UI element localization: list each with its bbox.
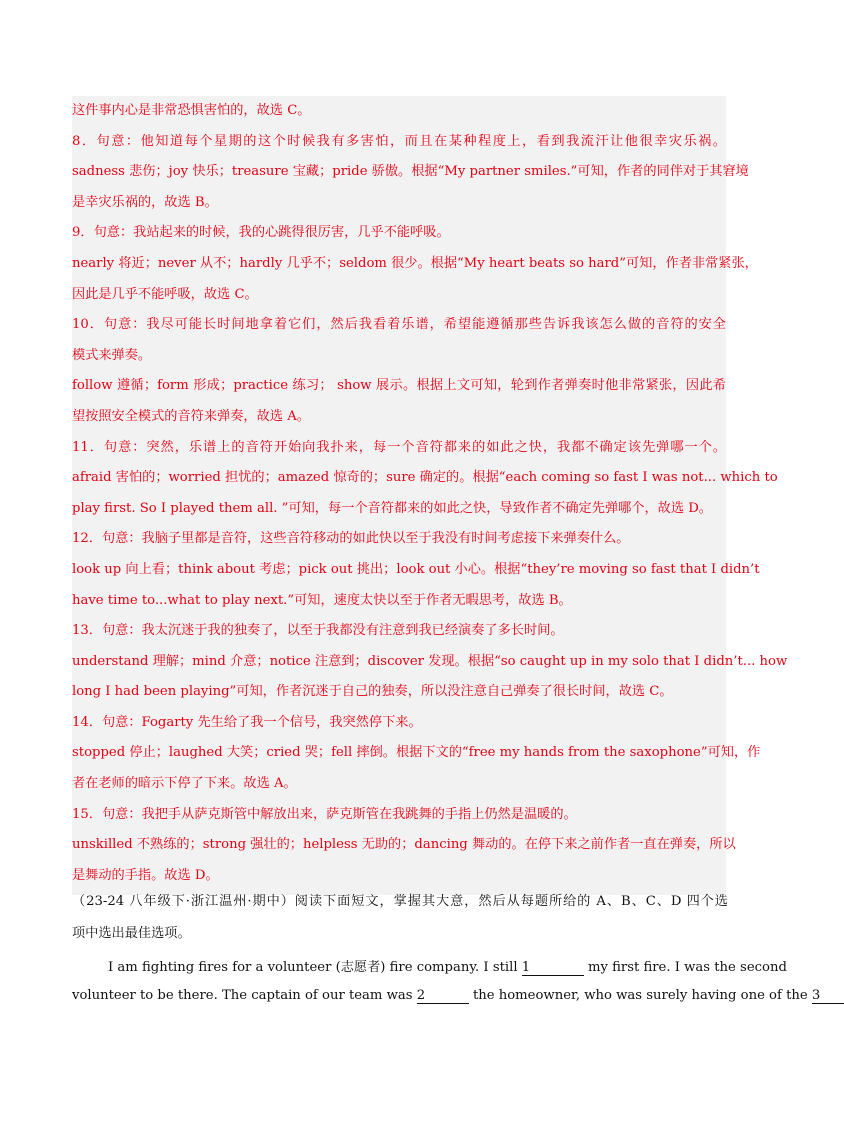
analysis-line: sadness 悲伤；joy 快乐；treasure 宝藏；pride 骄傲。根据“My partner smiles.”可知，作者的同伴对于其窘境: [72, 164, 749, 180]
analysis-line: 13．句意：我太沉迷于我的独奏了，以至于我都没有注意到我已经演奏了多长时间。: [72, 623, 564, 639]
analysis-line: 是舞动的手指。故选 D。: [72, 867, 219, 883]
blank-3: 3: [812, 989, 844, 1004]
analysis-line: 者在老师的暗示下停了下来。故选 A。: [72, 776, 297, 792]
passage-text: volunteer to be there. The captain of our team was: [72, 988, 413, 1003]
analysis-line: look up 向上看；think about 考虑；pick out 挑出；look out 小心。根据“they’re moving so fast that I didn’t: [72, 561, 760, 577]
analysis-line: 12．句意：我脑子里都是音符，这些音符移动的如此快以至于我没有时间考虑接下来弹奏什么。: [72, 531, 630, 547]
analysis-line: nearly 将近；never 从不；hardly 几乎不；seldom 很少。根据“My heart beats so hard”可知，作者非常紧张，: [72, 255, 758, 271]
passage-text: my first fire. I was the second: [587, 960, 787, 975]
analysis-line: 14．句意：Fogarty 先生给了我一个信号，我突然停下来。: [72, 714, 422, 730]
analysis-line: 这件事内心是非常恐惧害怕的，故选 C。: [72, 103, 311, 118]
analysis-line: follow 遵循；form 形成；practice 练习； show 展示。根据上文可知，轮到作者弹奏时他非常紧张，因此希: [72, 378, 726, 394]
blank-1: 1: [522, 961, 584, 976]
source-instruction: [72, 890, 728, 909]
source-instruction-text: （23-24 八年级下·浙江温州·期中）阅读下面短文，掌握其大意，然后从每题所给的 A、B、C、D 四个选: [72, 894, 728, 909]
answer-analysis-block: [72, 96, 788, 895]
blank-2: 2: [417, 989, 469, 1004]
passage-line-2: [72, 988, 821, 1004]
analysis-line: understand 理解；mind 介意；notice 注意到；discover 发现。根据“so caught up in my solo that I didn’t... how: [72, 653, 788, 669]
analysis-line: 9．句意：我站起来的时候，我的心跳得很厉害，几乎不能呼吸。: [72, 225, 450, 241]
analysis-line: 15．句意：我把手从萨克斯管中解放出来，萨克斯管在我跳舞的手指上仍然是温暖的。: [72, 806, 577, 822]
analysis-line: 8．句意：他知道每个星期的这个时候我有多害怕，而且在某种程度上，看到我流汗让他很幸灾乐祸。: [72, 133, 726, 149]
source-instruction-cont-text: 项中选出最佳选项。: [72, 926, 191, 941]
passage-text: the homeowner, who was surely having one of the: [472, 988, 808, 1003]
analysis-line: afraid 害怕的；worried 担忧的；amazed 惊奇的；sure 确定的。根据“each coming so fast I was not... which to: [72, 470, 778, 486]
analysis-line: 因此是几乎不能呼吸，故选 C。: [72, 286, 258, 302]
analysis-line: 10．句意：我尽可能长时间地拿着它们，然后我看着乐谱，希望能遵循那些告诉我该怎么做的音符的安全: [72, 317, 726, 333]
passage-line-1: [72, 956, 787, 976]
passage-text: I am fighting fires for a volunteer (志愿者) fire company. I still: [108, 960, 518, 975]
analysis-line: stopped 停止；laughed 大笑；cried 哭；fell 摔倒。根据下文的“free my hands from the saxophone”可知，作: [72, 745, 761, 761]
source-instruction-cont: [72, 922, 728, 941]
analysis-line: 11．句意：突然，乐谱上的音符开始向我扑来，每一个音符都来的如此之快，我都不确定该先弹哪一个。: [72, 439, 726, 455]
analysis-line: 模式来弹奏。: [72, 347, 152, 363]
analysis-line: play first. So I played them all. ”可知，每一个音符都来的如此之快，导致作者不确定先弹哪个，故选 D。: [72, 500, 712, 516]
analysis-line: 望按照安全模式的音符来弹奏，故选 A。: [72, 408, 310, 424]
analysis-line: 是幸灾乐祸的，故选 B。: [72, 194, 218, 210]
analysis-line: long I had been playing”可知，作者沉迷于自己的独奏，所以没注意自己弹奏了很长时间，故选 C。: [72, 684, 673, 700]
analysis-line: unskilled 不熟练的；strong 强壮的；helpless 无助的；dancing 舞动的。在停下来之前作者一直在弹奏，所以: [72, 837, 736, 853]
analysis-line: have time to...what to play next.”可知，速度太快以至于作者无暇思考，故选 B。: [72, 592, 572, 608]
